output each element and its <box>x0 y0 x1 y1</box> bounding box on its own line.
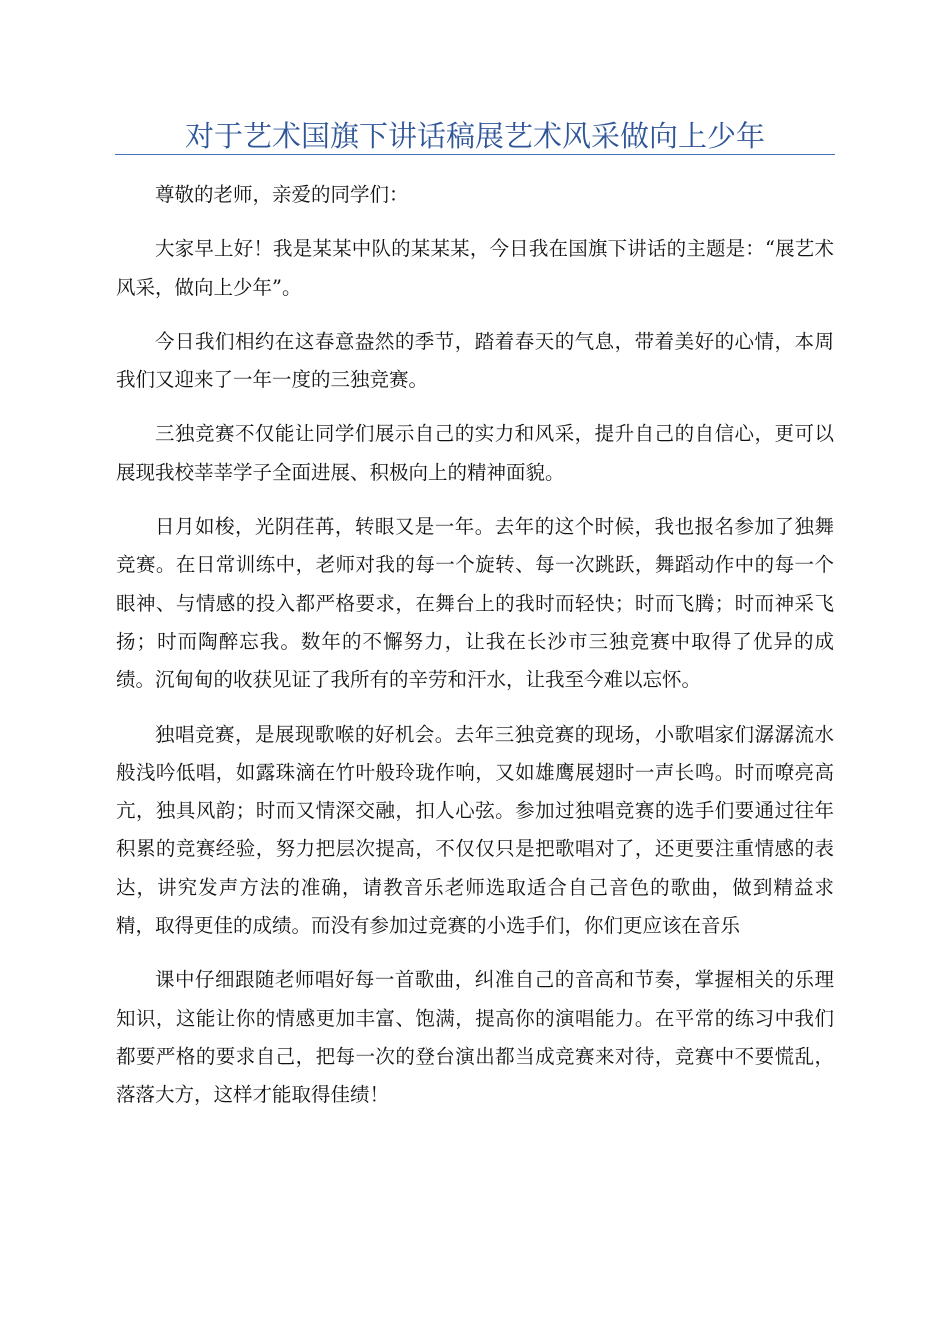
title-underline <box>115 154 835 155</box>
paragraph-music-class: 课中仔细跟随老师唱好每一首歌曲，纠准自己的音高和节奏，掌握相关的乐理知识，这能让你的情感更加丰富、饱满，提高你的演唱能力。在平常的练习中我们都要严格的要求自己，把每一次的登台演出都当成竞赛来对待，竞赛中不要慌乱，落落大方，这样才能取得佳绩！ <box>116 968 834 1107</box>
document-title: 对于艺术国旗下讲话稿展艺术风采做向上少年 <box>184 119 765 153</box>
paragraph-competition-intro: 三独竞赛不仅能让同学们展示自己的实力和风采，提升自己的自信心，更可以展现我校莘莘学子全面进展、积极向上的精神面貌。 <box>116 422 834 484</box>
paragraph-salutation: 尊敬的老师，亲爱的同学们： <box>155 183 409 206</box>
paragraph-dance-experience: 日月如梭，光阴荏苒，转眼又是一年。去年的这个时候，我也报名参加了独舞竞赛。在日常训练中，老师对我的每一个旋转、每一次跳跃，舞蹈动作中的每一个眼神、与情感的投入都严格要求，在舞台上的我时而轻快；时而飞腾；时而神采飞扬；时而陶醉忘我。数年的不懈努力，让我在长沙市三独竞赛中取得了优异的成绩。沉甸甸的收获见证了我所有的辛劳和汗水，让我至今难以忘怀。 <box>116 515 834 692</box>
paragraph-season: 今日我们相约在这春意盎然的季节，踏着春天的气息，带着美好的心情，本周我们又迎来了一年一度的三独竞赛。 <box>116 329 834 392</box>
paragraph-greeting: 大家早上好！我是某某中队的某某某，今日我在国旗下讲话的主题是：“展艺术风采，做向上少年”。 <box>116 237 834 299</box>
paragraph-solo-singing: 独唱竞赛，是展现歌喉的好机会。去年三独竞赛的现场，小歌唱家们潺潺流水般浅吟低唱，如露珠滴在竹叶般玲珑作响，又如雄鹰展翅时一声长鸣。时而嘹亮高亢，独具风韵；时而又情深交融，扣人心弦。参加过独唱竞赛的选手们要通过往年积累的竞赛经验，努力把层次提高，不仅仅只是把歌唱对了，还更要注重情感的表达，讲究发声方法的准确，请教音乐老师选取适合自己音色的歌曲，做到精益求精，取得更佳的成绩。而没有参加过竞赛的小选手们，你们更应该在音乐 <box>116 722 834 938</box>
document-body <box>116 176 834 1131</box>
